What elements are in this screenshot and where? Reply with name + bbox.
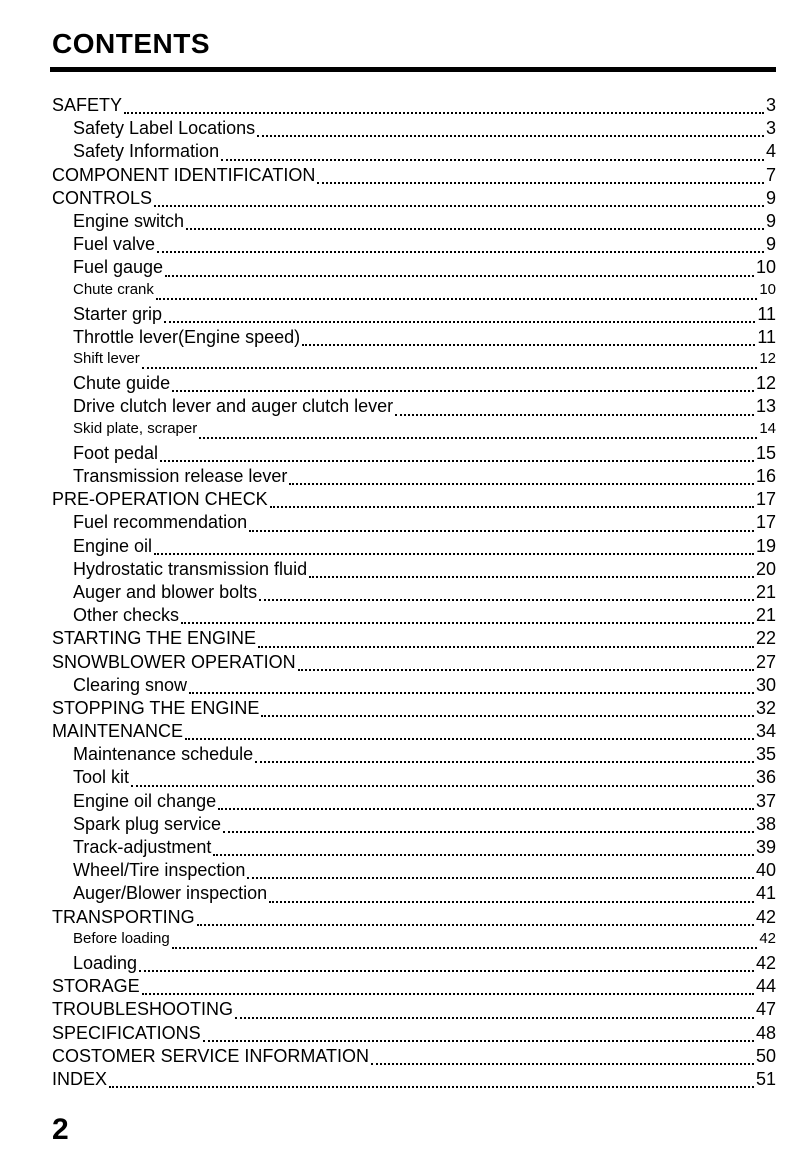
dot-leader <box>139 970 754 972</box>
dot-leader <box>160 460 754 462</box>
dot-leader <box>142 993 754 995</box>
toc-entry-label: TRANSPORTING <box>52 906 195 927</box>
toc-entry[interactable] <box>52 883 776 906</box>
title-rule <box>50 67 776 72</box>
toc-entry-page: 48 <box>755 1022 776 1043</box>
dot-leader <box>221 159 764 161</box>
toc-entry-page: 42 <box>755 952 776 973</box>
toc-entry-label: Spark plug service <box>73 813 222 834</box>
toc-entry-label: Skid plate, scraper <box>73 419 198 437</box>
toc-entry[interactable] <box>52 536 776 559</box>
toc-entry[interactable] <box>52 628 776 651</box>
toc-entry[interactable] <box>52 930 776 953</box>
toc-entry-label: Tool kit <box>73 767 130 788</box>
toc-entry-label: COSTOMER SERVICE INFORMATION <box>52 1045 370 1066</box>
toc-entry-page: 27 <box>755 651 776 672</box>
dot-leader <box>317 182 764 184</box>
toc-entry-page: 11 <box>757 303 776 324</box>
dot-leader <box>154 205 764 207</box>
toc-entry-page: 41 <box>755 883 776 904</box>
toc-entry[interactable] <box>52 188 776 211</box>
dot-leader <box>298 669 754 671</box>
toc-entry[interactable] <box>52 327 776 350</box>
dot-leader <box>289 483 754 485</box>
toc-entry-page: 13 <box>755 396 776 417</box>
toc-entry-label: Shift lever <box>73 350 140 368</box>
dot-leader <box>157 251 764 253</box>
dot-leader <box>309 576 754 578</box>
page-title: CONTENTS <box>52 28 210 59</box>
toc-entry-page: 21 <box>755 605 776 626</box>
toc-entry[interactable] <box>52 582 776 605</box>
toc-entry-page: 50 <box>755 1045 776 1066</box>
toc-entry-page: 12 <box>755 373 776 394</box>
toc-entry-label: Transmission release lever <box>73 466 288 486</box>
toc-entry-label: CONTROLS <box>52 187 153 208</box>
toc-entry-page: 38 <box>755 813 776 834</box>
toc-entry-label: Other checks <box>73 605 180 626</box>
toc-entry-label: Maintenance schedule <box>73 744 254 765</box>
toc-entry-label: Fuel recommendation <box>73 512 248 533</box>
toc-entry-label: SPECIFICATIONS <box>52 1022 201 1043</box>
toc-entry[interactable] <box>52 396 776 419</box>
dot-leader <box>142 367 758 369</box>
dot-leader <box>172 390 754 392</box>
dot-leader <box>203 1040 754 1042</box>
toc-entry[interactable] <box>52 999 776 1022</box>
dot-leader <box>186 228 764 230</box>
toc-entry-label: MAINTENANCE <box>52 721 184 742</box>
table-of-contents <box>52 95 776 1092</box>
dot-leader <box>371 1063 754 1065</box>
toc-entry[interactable] <box>52 1046 776 1069</box>
toc-entry-page: 11 <box>757 326 776 347</box>
toc-entry-page: 9 <box>765 210 776 231</box>
toc-entry[interactable] <box>52 304 776 327</box>
toc-entry-label: Wheel/Tire inspection <box>73 860 246 881</box>
toc-entry-label: INDEX <box>52 1068 108 1089</box>
toc-entry-label: Fuel gauge <box>73 257 164 278</box>
toc-entry-page: 12 <box>759 350 776 368</box>
dot-leader <box>257 135 764 137</box>
toc-entry-page: 42 <box>755 906 776 927</box>
toc-entry[interactable] <box>52 443 776 466</box>
toc-entry-label: SNOWBLOWER OPERATION <box>52 651 296 672</box>
toc-entry-label: COMPONENT IDENTIFICATION <box>52 164 316 185</box>
toc-entry-page: 7 <box>765 164 776 185</box>
toc-entry-page: 3 <box>765 118 776 139</box>
toc-entry[interactable] <box>52 953 776 976</box>
toc-entry-page: 35 <box>755 744 776 765</box>
toc-entry[interactable] <box>52 652 776 675</box>
toc-entry-page: 9 <box>765 234 776 255</box>
dot-leader <box>258 646 754 648</box>
toc-entry-label: Throttle lever(Engine speed) <box>73 326 301 347</box>
toc-entry-label: Safety Information <box>73 141 220 162</box>
dot-leader <box>189 692 754 694</box>
dot-leader <box>172 947 758 949</box>
toc-entry-label: STORAGE <box>52 976 140 997</box>
toc-entry-label: Clearing snow <box>73 674 188 695</box>
dot-leader <box>165 275 754 277</box>
dot-leader <box>181 622 754 624</box>
dot-leader <box>197 924 754 926</box>
dot-leader <box>131 785 754 787</box>
toc-entry-label: Before loading <box>73 929 170 947</box>
toc-entry[interactable] <box>52 976 776 999</box>
toc-entry-label: Hydrostatic transmission fluid <box>73 558 308 579</box>
toc-entry-label: SAFETY <box>52 95 123 115</box>
toc-entry-label: Loading <box>73 952 138 973</box>
toc-entry[interactable] <box>52 721 776 744</box>
dot-leader <box>185 738 754 740</box>
toc-entry-label: Auger and blower bolts <box>73 581 258 602</box>
toc-entry-label: Starter grip <box>73 303 163 324</box>
toc-entry[interactable] <box>52 907 776 930</box>
toc-entry[interactable] <box>52 791 776 814</box>
toc-entry-label: Chute guide <box>73 373 171 394</box>
toc-entry[interactable] <box>52 1069 776 1092</box>
toc-entry-label: Engine oil change <box>73 790 217 811</box>
toc-entry[interactable] <box>52 95 776 118</box>
toc-entry[interactable] <box>52 281 776 304</box>
toc-entry-label: Foot pedal <box>73 442 159 463</box>
toc-entry[interactable] <box>52 165 776 188</box>
toc-entry-label: Track-adjustment <box>73 837 212 857</box>
toc-entry-page: 17 <box>755 489 776 510</box>
toc-entry-label: STARTING THE ENGINE <box>52 628 257 649</box>
dot-leader <box>124 112 764 114</box>
toc-entry[interactable] <box>52 257 776 280</box>
toc-entry[interactable] <box>52 118 776 141</box>
dot-leader <box>218 808 754 810</box>
toc-entry-page: 19 <box>755 535 776 556</box>
dot-leader <box>156 298 757 300</box>
dot-leader <box>255 761 754 763</box>
toc-entry-label: Safety Label Locations <box>73 118 256 139</box>
toc-entry-page: 34 <box>755 721 776 742</box>
toc-entry[interactable] <box>52 675 776 698</box>
toc-entry-label: TROUBLESHOOTING <box>52 999 234 1020</box>
dot-leader <box>269 901 754 903</box>
toc-entry-page: 3 <box>765 95 776 115</box>
toc-entry[interactable] <box>52 744 776 767</box>
toc-entry[interactable] <box>52 420 776 443</box>
dot-leader <box>247 877 754 879</box>
dot-leader <box>213 854 754 856</box>
toc-entry-page: 42 <box>759 929 776 947</box>
toc-entry-label: PRE-OPERATION CHECK <box>52 489 268 510</box>
dot-leader <box>249 530 754 532</box>
toc-entry-page: 51 <box>755 1068 776 1089</box>
toc-entry[interactable] <box>52 234 776 257</box>
toc-entry-page: 10 <box>755 257 776 278</box>
toc-entry-label: Engine switch <box>73 210 185 231</box>
dot-leader <box>235 1017 754 1019</box>
toc-entry-label: Fuel valve <box>73 234 156 255</box>
toc-entry-label: Drive clutch lever and auger clutch lever <box>73 396 394 417</box>
toc-entry-label: Chute crank <box>73 280 154 298</box>
toc-entry-page: 44 <box>755 976 776 997</box>
dot-leader <box>154 553 754 555</box>
toc-entry-page: 16 <box>755 466 776 486</box>
toc-entry-page: 21 <box>755 581 776 602</box>
toc-entry-page: 37 <box>755 790 776 811</box>
toc-entry[interactable] <box>52 141 776 164</box>
toc-entry[interactable] <box>52 698 776 721</box>
dot-leader <box>261 715 754 717</box>
toc-entry[interactable] <box>52 489 776 512</box>
toc-entry-page: 40 <box>755 860 776 881</box>
toc-entry-page: 17 <box>755 512 776 533</box>
toc-entry[interactable] <box>52 350 776 373</box>
toc-entry-label: Auger/Blower inspection <box>73 883 268 904</box>
toc-entry-page: 4 <box>765 141 776 162</box>
toc-entry[interactable] <box>52 1023 776 1046</box>
toc-entry[interactable] <box>52 373 776 396</box>
toc-entry[interactable] <box>52 559 776 582</box>
dot-leader <box>395 414 754 416</box>
toc-entry-page: 9 <box>765 187 776 208</box>
toc-entry-page: 47 <box>755 999 776 1020</box>
toc-entry-page: 30 <box>755 674 776 695</box>
toc-entry-page: 15 <box>755 442 776 463</box>
toc-entry-page: 20 <box>755 558 776 579</box>
dot-leader <box>302 344 755 346</box>
toc-entry-label: Engine oil <box>73 535 153 556</box>
dot-leader <box>164 321 755 323</box>
toc-entry[interactable] <box>52 466 776 489</box>
toc-entry[interactable] <box>52 860 776 883</box>
dot-leader <box>223 831 754 833</box>
dot-leader <box>109 1086 754 1088</box>
page-number: 2 <box>52 1113 69 1146</box>
dot-leader <box>270 506 754 508</box>
toc-entry[interactable] <box>52 837 776 860</box>
toc-entry[interactable] <box>52 512 776 535</box>
toc-entry-page: 32 <box>755 697 776 718</box>
toc-entry-page: 22 <box>755 628 776 649</box>
dot-leader <box>199 437 757 439</box>
toc-entry-page: 39 <box>755 837 776 857</box>
toc-entry[interactable] <box>52 814 776 837</box>
toc-entry[interactable] <box>52 605 776 628</box>
toc-entry-label: STOPPING THE ENGINE <box>52 697 260 718</box>
toc-entry-page: 14 <box>759 419 776 437</box>
toc-entry[interactable] <box>52 211 776 234</box>
toc-entry[interactable] <box>52 767 776 790</box>
dot-leader <box>259 599 754 601</box>
toc-entry-page: 36 <box>755 767 776 788</box>
toc-entry-page: 10 <box>759 280 776 298</box>
